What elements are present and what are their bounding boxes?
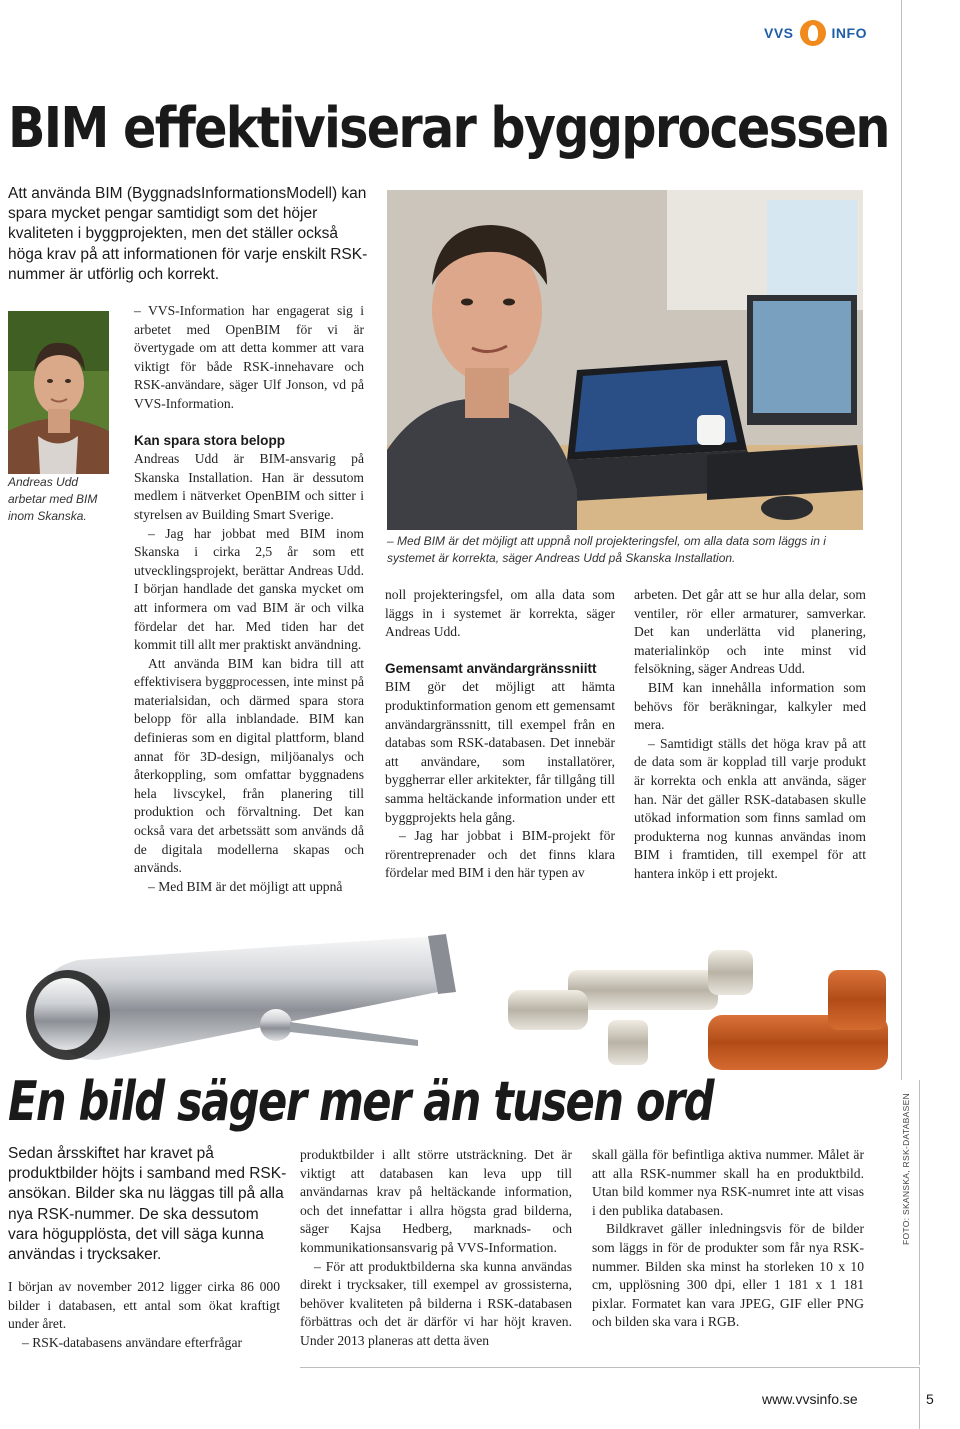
article1-column-4 <box>634 586 866 884</box>
col4-paragraph-3: – Samtidigt ställs det höga krav på att de data som är kopplad till varje produkt är korrekta och enkla att använda, säger han. När det gäller RSK-databasen skulle utökad information som finns samlad om produkterna nog kunnas användas inom BIM i framtiden, till exempel för att hantera inköp i ett projekt. <box>634 735 866 881</box>
article2-lead: Sedan årsskiftet har kravet på produktbilder höjts i samband med RSK-ansökan. Bilder ska nu läggas till på alla nya RSK-nummer. De ska dessutom vara högupplösta, det vill säga kunna användas i trycksaker. <box>8 1145 287 1264</box>
subhead-gemensamt: Gemensamt användargränssniitt <box>385 660 597 676</box>
portrait-caption: Andreas Udd arbetar med BIM inom Skanska. <box>8 475 98 523</box>
subhead-kan-spara: Kan spara stora belopp <box>134 432 286 448</box>
article2-column-3 <box>592 1146 864 1332</box>
office-photo-andreas-udd <box>387 190 863 530</box>
article2-column-1 <box>8 1278 280 1352</box>
portrait-photo-andreas-udd <box>8 311 109 474</box>
col3-paragraph-2: BIM gör det möjligt att hämta produktinformation genom ett gemensamt användargränssnitt, till exempel från en databas som RSK-databasen. Det innebär att användare, som installatörer, byggherrar eller arkitekter, får tillgång till samma heltäckande information under ett byggprojekts hela gång. <box>385 679 615 825</box>
col2-paragraph-1: Andreas Udd är BIM-ansvarig på Skanska Installation. Han är dessutom medlem i nätverket OpenBIM och sitter i styrelsen av Building Smart Sverige. <box>134 451 364 522</box>
article2-title: En bild säger mer än tusen ord <box>8 1070 713 1133</box>
a2-col1-paragraph-2: – RSK-databasens användare efterfrågar <box>22 1334 243 1350</box>
a2-col1-paragraph-1: I början av november 2012 ligger cirka 86 000 bilder i databasen, ett antal som ökat kraftigt under året. <box>8 1279 280 1332</box>
article2-column-2 <box>300 1146 572 1351</box>
office-illustration <box>387 190 863 530</box>
article1-column-3 <box>385 586 615 883</box>
vvs-info-logo <box>764 18 868 48</box>
col3-paragraph-3: – Jag har jobbat i BIM-projekt för rörentreprenader och det finns klara fördelar med BIM i den här typen av <box>385 828 615 881</box>
a2-col2-paragraph-1: produktbilder i allt större utsträckning. Det är viktigt att databasen kan leva upp till användarnas krav på heltäckande information, och det innefattar i allra högsta grad bilderna, säger Kajsa Hedberg, marknads- och kommunikationsansvarig på VVS-Information. <box>300 1147 572 1255</box>
office-photo-caption: – Med BIM är det möjligt att uppnå noll projekteringsfel, om alla data som läggs in i systemet är korrekta, säger Andreas Udd på Skanska Installation. <box>387 534 826 565</box>
page-number: 5 <box>926 1391 934 1407</box>
a2-col2-paragraph-2: – För att produktbilderna ska kunna användas direkt i trycksaker, till exempel av grossisterna, behöver kvaliteten på bilderna i RSK-databasen förbättras och det är därför vi har höjt kraven. Under 2013 planeras att detta även <box>300 1258 572 1348</box>
footer-url: www.vvsinfo.se <box>762 1391 858 1407</box>
logo-left-text: VVS <box>764 25 794 41</box>
products-illustration <box>8 930 888 1080</box>
right-margin-rule-lower <box>919 1080 920 1365</box>
a2-col3-paragraph-2: Bildkravet gäller inledningsvis för de bilder som läggs in för de produkter som får nya RSK-nummer. Bilden ska minst ha storleken 10 x 10 cm, upplösning 300 dpi, eller 1 181 x 1 181 pixlar. Formatet kan vara JPEG, GIF eller PNG och bilden ska vara i RGB. <box>592 1221 864 1330</box>
logo-mark-icon <box>800 20 826 46</box>
col3-paragraph-1: noll projekteringsfel, om alla data som läggs in i systemet är korrekta, säger Andreas Udd. <box>385 587 615 640</box>
footer-rule <box>300 1367 920 1368</box>
logo-right-text: INFO <box>831 25 867 41</box>
footer-rule-vertical <box>919 1367 920 1429</box>
article-title: BIM effektiviserar byggprocessen <box>8 96 889 161</box>
col2-paragraph-4: – Med BIM är det möjligt att uppnå <box>148 878 343 894</box>
product-images <box>8 930 888 1080</box>
col4-paragraph-1: arbeten. Det går att se hur alla delar, som ventiler, rör eller armaturer, samverkar. Det kan underlätta vid planering, materialinköp och inte minst vid felsökning, säger Andreas Udd. <box>634 587 866 677</box>
portrait-illustration <box>8 311 109 474</box>
a2-col3-paragraph-1: skall gälla för befintliga aktiva nummer. Målet är att alla RSK-nummer skall ha en produktbild. Utan bild kommer nya RSK-numret inte att visas i den publika databasen. <box>592 1147 864 1218</box>
col2-paragraph-3: Att använda BIM kan bidra till att effektivisera byggprocessen, inte minst på materialsidan, och därmed spara stora belopp för alla inblandade. BIM kan definieras som en digital plattform, bland annat för 3D-design, miljöanalys och återkoppling, som omfattar byggnadens hela livscykel, från planering till produktion och förvaltning. Det kan också vara det arbetssätt som används då de digitala modellerna skapas och används. <box>134 655 364 876</box>
article1-column-2 <box>134 302 364 896</box>
right-margin-rule <box>901 0 902 1080</box>
intro-paragraph: – VVS-Information har engagerat sig i arbetet med OpenBIM för vi är övertygade om att detta kommer att vara viktigt för både RSK-innehavare och RSK-användare, säger Ulf Jonson, vd på VVS-Information. <box>134 303 364 411</box>
article-lead: Att använda BIM (ByggnadsInformationsModell) kan spara mycket pengar samtidigt som det höjer kvaliteten i byggprojekten, men det ställer också höga krav på att informationen för varje enskilt RSK-nummer är utförlig och korrekt. <box>8 185 368 283</box>
col2-paragraph-2: – Jag har jobbat med BIM inom Skanska i cirka 2,5 år som ett utvecklingsprojekt, berättar Andreas Udd. I början handlade det ganska mycket om att informera om vad BIM är och vilka fördelar det har. Med tiden har det kommit till allt mer praktiskt användning. <box>134 525 364 653</box>
photo-credit <box>901 1095 913 1245</box>
col4-paragraph-2: BIM kan innehålla information som behövs för beräkningar, kalkyler med mera. <box>634 679 866 733</box>
photo-credit-text: FOTO: SKANSKA, RSK-DATABASEN <box>901 1093 911 1245</box>
